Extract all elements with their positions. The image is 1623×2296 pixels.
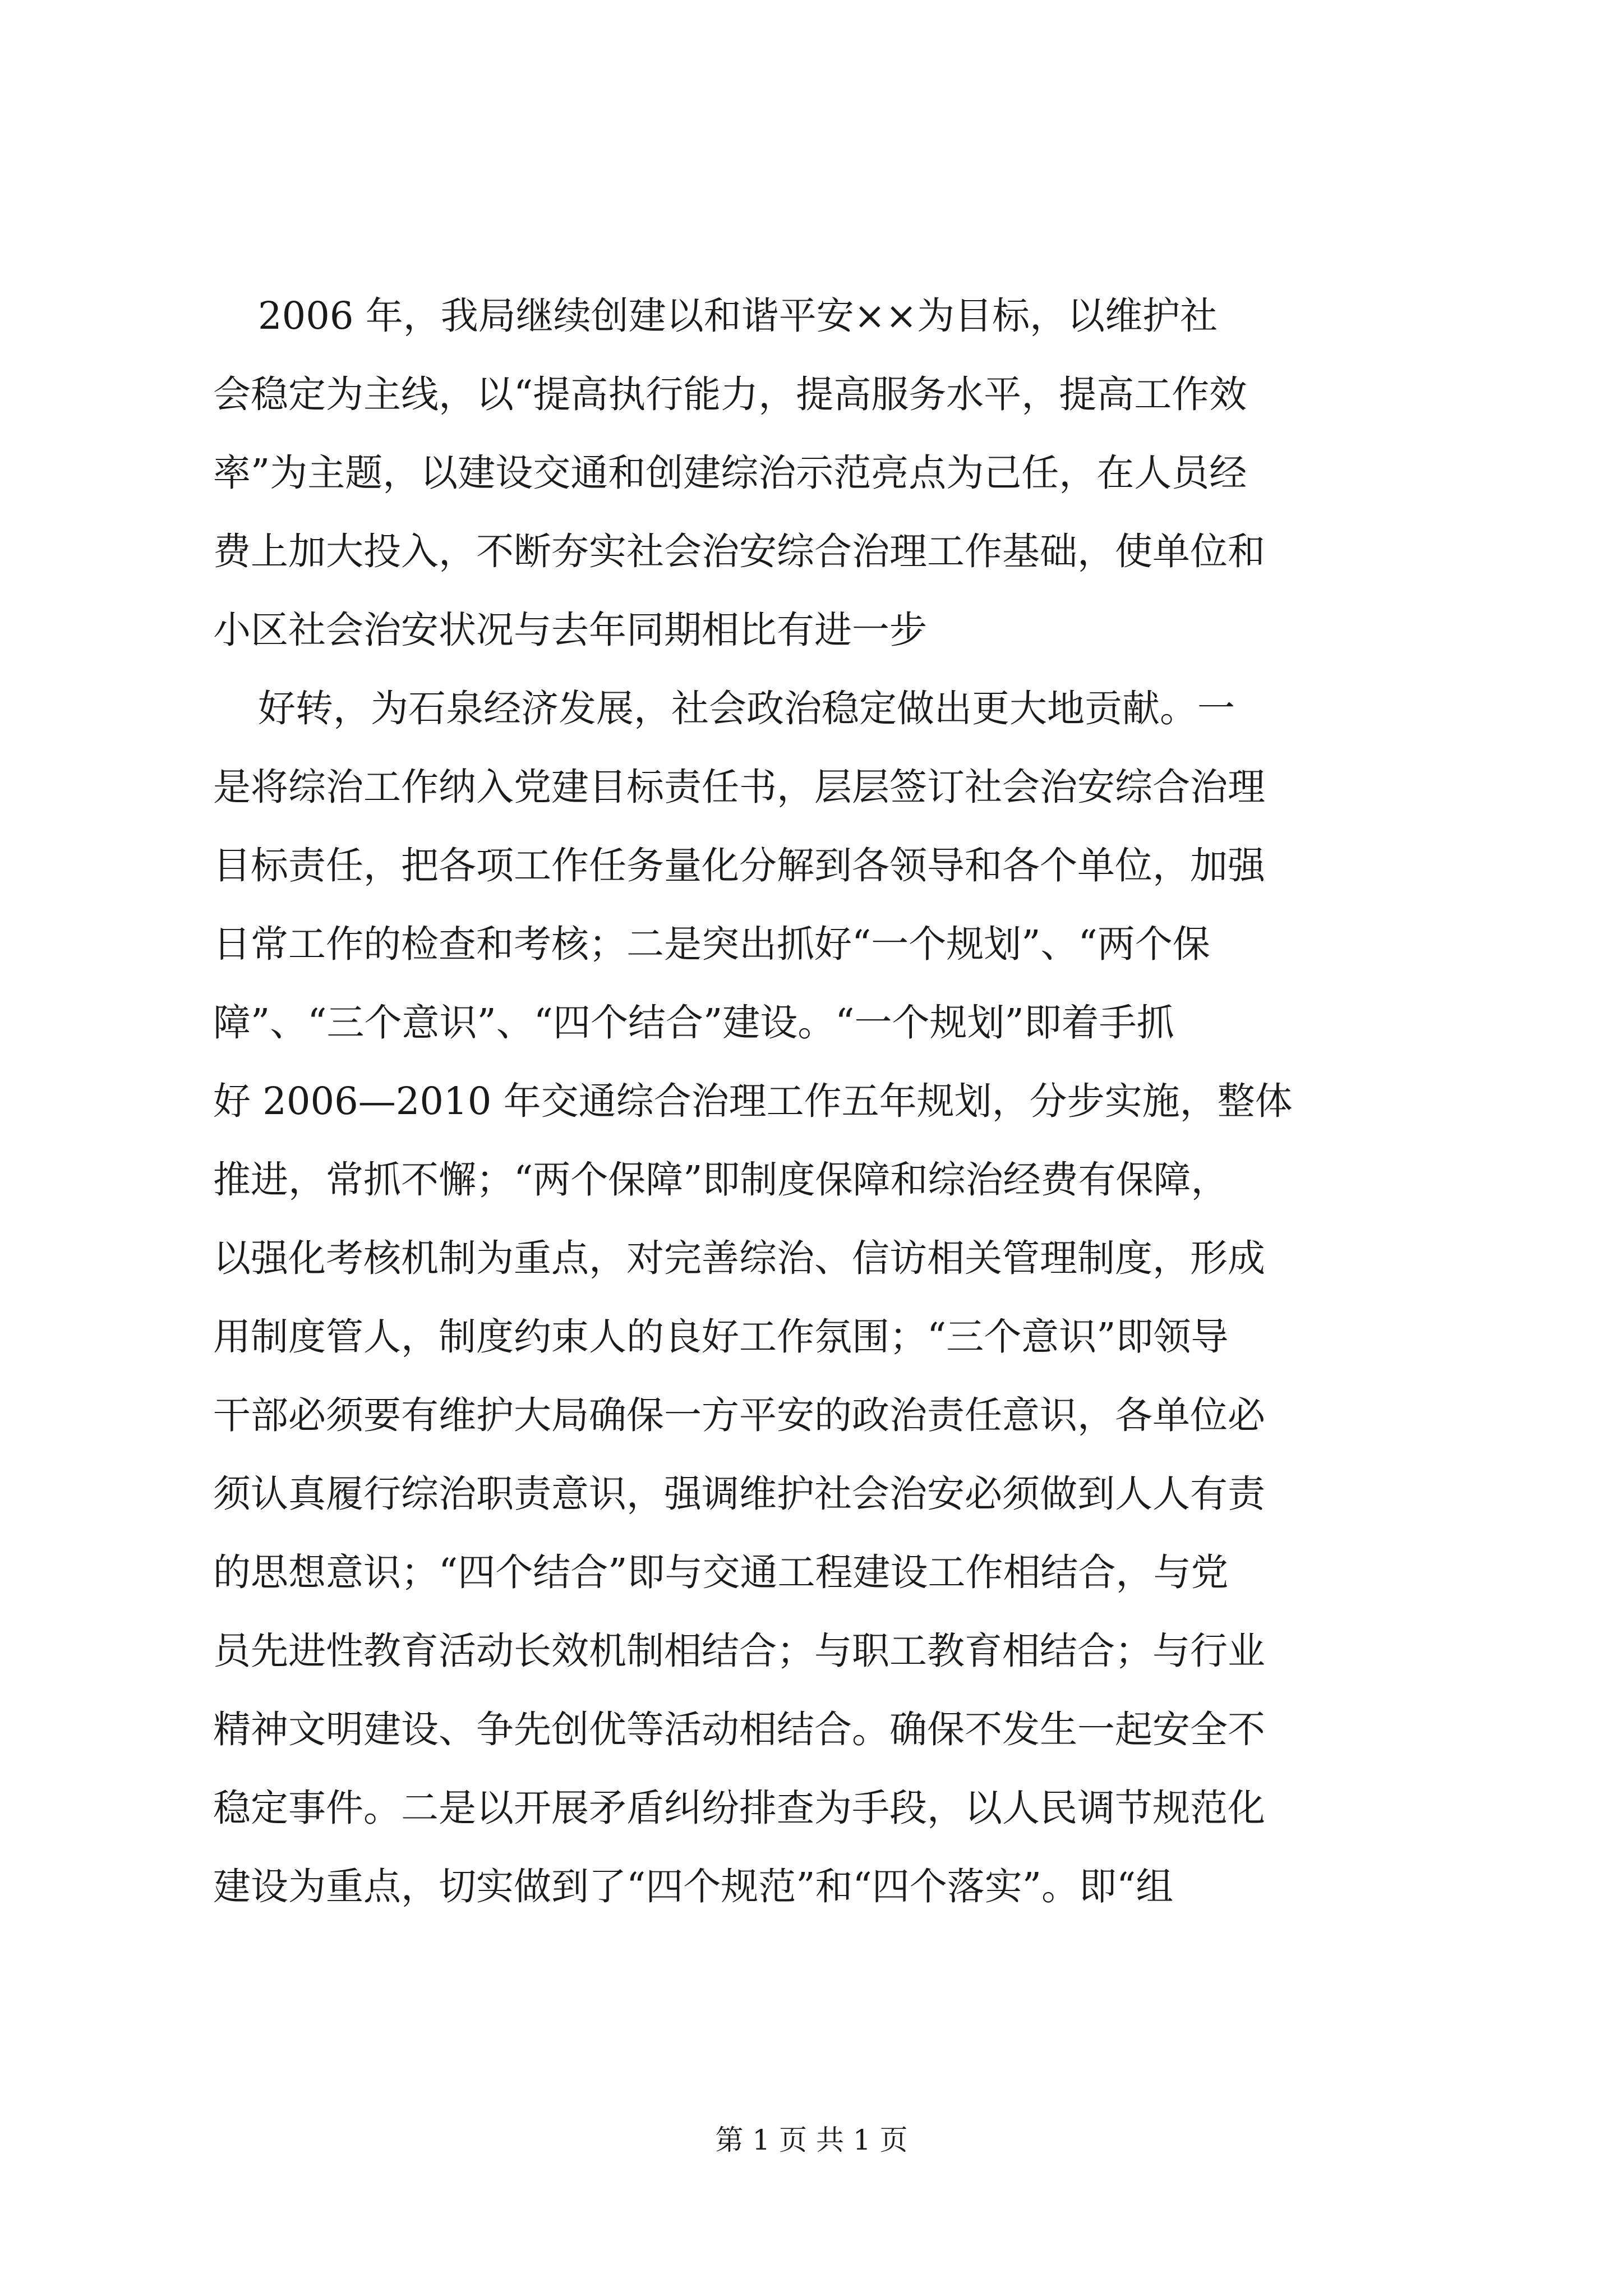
text-line: 目标责任，把各项工作任务量化分解到各领导和各个单位，加强 [213, 844, 1265, 887]
text-line: 是将综治工作纳入党建目标责任书，层层签订社会治安综合治理 [213, 765, 1265, 809]
text-line: 须认真履行综治职责意识，强调维护社会治安必须做到人人有责 [213, 1472, 1265, 1516]
text-line: 障”、“三个意识”、“四个结合”建设。“一个规划”即着手抓 [213, 1001, 1174, 1045]
text-line: 小区社会治安状况与去年同期相比有进一步 [213, 608, 927, 652]
text-line: 以强化考核机制为重点，对完善综治、信访相关管理制度，形成 [213, 1236, 1265, 1280]
text-line: 日常工作的检查和考核；二是突出抓好“一个规划”、“两个保 [213, 922, 1210, 966]
text-line: 好 2006—2010 年交通综合治理工作五年规划，分步实施，整体 [213, 1079, 1293, 1123]
text-line: 的思想意识；“四个结合”即与交通工程建设工作相结合，与党 [213, 1550, 1229, 1594]
text-line: 用制度管人，制度约束人的良好工作氛围；“三个意识”即领导 [213, 1315, 1229, 1359]
text-line: 率”为主题，以建设交通和创建综治示范亮点为己任，在人员经 [213, 451, 1247, 495]
text-line: 好转，为石泉经济发展，社会政治稳定做出更大地贡献。一 [258, 687, 1235, 730]
text-line: 会稳定为主线，以“提高执行能力，提高服务水平，提高工作效 [213, 372, 1247, 416]
text-line: 员先进性教育活动长效机制相结合；与职工教育相结合；与行业 [213, 1629, 1265, 1673]
text-line: 干部必须要有维护大局确保一方平安的政治责任意识，各单位必 [213, 1393, 1265, 1437]
text-line: 稳定事件。二是以开展矛盾纠纷排查为手段，以人民调节规范化 [213, 1786, 1265, 1830]
text-line: 推进，常抓不懈；“两个保障”即制度保障和综治经费有保障， [213, 1158, 1229, 1202]
text-line: 费上加大投入，不断夯实社会治安综合治理工作基础，使单位和 [213, 530, 1265, 573]
text-line: 2006 年，我局继续创建以和谐平安××为目标，以维护社 [258, 294, 1218, 338]
text-line: 精神文明建设、争先创优等活动相结合。确保不发生一起安全不 [213, 1708, 1265, 1751]
page-footer: 第 1 页 共 1 页 [715, 2124, 908, 2156]
text-line: 建设为重点，切实做到了“四个规范”和“四个落实”。即“组 [213, 1865, 1174, 1908]
